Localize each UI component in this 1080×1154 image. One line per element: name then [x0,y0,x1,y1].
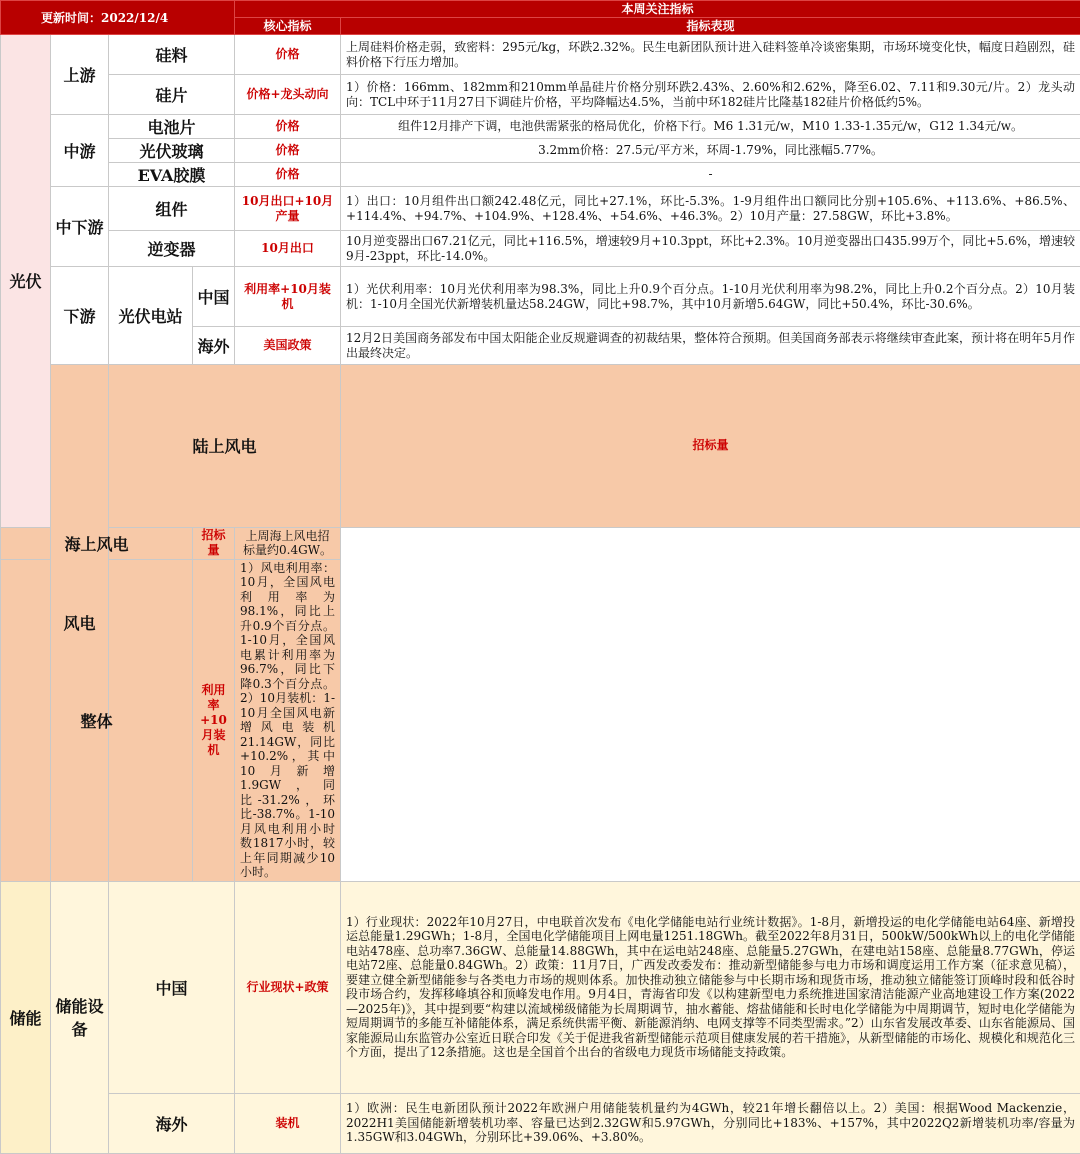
section-wind: 风电 [51,365,109,882]
indicator-module: 10月出口+10月产量 [235,187,341,231]
indicator-pv-china: 利用率+10月装机 [235,267,341,327]
weekly-title: 本周关注指标 [235,1,1080,18]
indicator-eva-film: 价格 [235,163,341,187]
indicator-wafer: 价格+龙头动向 [235,75,341,115]
indicator-offshore-wind: 招标量 [193,527,235,559]
indicator-pv-glass: 价格 [235,139,341,163]
section-pv: 光伏 [1,35,51,528]
col-header-performance: 指标表现 [341,18,1080,35]
section-storage: 储能 [1,881,51,1153]
indicator-storage-china: 行业现状+政策 [235,881,341,1093]
item-module: 组件 [109,187,235,231]
item-silicon-material: 硅料 [109,35,235,75]
desc-eva-film: - [341,163,1080,187]
item-pv-china: 中国 [193,267,235,327]
col-header-core: 核心指标 [235,18,341,35]
item-storage-overseas: 海外 [109,1093,235,1153]
indicator-cell: 价格 [235,115,341,139]
desc-pv-china: 1）光伏利用率：10月光伏利用率为98.3%，同比上升0.9个百分点。1-10月光伏利用率为98.2%，同比上升0.2个百分点。2）10月装机：1-10月全国光伏新增装机量达58.24GW，同比+98.7%，其中10月新增5.64GW，同比+50.4%，环比-30.6%。 [341,267,1080,327]
stage-storage-equipment: 储能设备 [51,881,109,1153]
indicator-storage-overseas: 装机 [235,1093,341,1153]
update-time: 更新时间：2022/12/4 [1,1,235,35]
desc-wind-overall: 1）风电利用率：10月，全国风电利用率为98.1%，同比上升0.9个百分点。1-10月，全国风电累计利用率为96.7%，同比下降0.3个百分点。2）10月装机：1-10月全国风电新增风电装机21.14GW，同比+10.2%，其中10月新增1.9GW，同比-31.2%，环比-38.7%。1-10月风电利用小时数1817小时，较上年同期减少10小时。 [235,559,341,881]
item-pv-overseas: 海外 [193,327,235,365]
desc-inverter: 10月逆变器出口67.21亿元，同比+116.5%，增速较9月+10.3ppt，环比+2.3%。10月逆变器出口435.99万个，同比+5.6%，增速较9月-23ppt，环比-14.0%。 [341,231,1080,267]
desc-cell: 组件12月排产下调，电池供需紧张的格局优化，价格下行。M6 1.31元/w，M10 1.33-1.35元/w，G12 1.34元/w。 [341,115,1080,139]
stage-upstream: 上游 [51,35,109,115]
stage-downstream: 下游 [51,267,109,365]
indicator-onshore-wind: 招标量 [341,365,1080,528]
item-inverter: 逆变器 [109,231,235,267]
desc-storage-overseas: 1）欧洲：民生电新团队预计2022年欧洲户用储能装机量约为4GWh，较21年增长翻倍以上。2）美国：根据Wood Mackenzie，2022H1美国储能新增装机功率、容量已达到2.32GW和5.97GWh，分别同比+183%、+157%，其中2022Q2新增装机功率/容量为1.35GW和3.04GWh，分别环比+39.06%、+3.80%。 [341,1093,1080,1153]
item-offshore-wind: 海上风电 [1,527,193,559]
desc-offshore-wind: 上周海上风电招标量约0.4GW。 [235,527,341,559]
item-onshore-wind: 陆上风电 [109,365,341,528]
desc-pv-glass: 3.2mm价格：27.5元/平方米，环周-1.79%，同比涨幅5.77%。 [341,139,1080,163]
item-storage-china: 中国 [109,881,235,1093]
desc-storage-china: 1）行业现状：2022年10月27日，中电联首次发布《电化学储能电站行业统计数据》。1-8月，新增投运的电化学储能电站64座、新增投运总能量1.29GWh；1-8月，全国电化学储能项目上网电量1251.18GWh。截至2022年8月31日，500kW/500kWh以上的电化学储能电站478座、总功率7.36GW、总能量14.88GWh，其中在运电站248座、总能量5.27GWh，在建电站158座、总能量8.77GWh，停运电站72座、总能量0.84GWh。2）政策：11月7日，广西发改委发布：推动新型储能参与电力市场和调度运用工作方案（征求意见稿），要建立健全新型储能参与各类电力市场的规则体系。加快推动独立储能参与中长期市场和现货市场，推动独立储能签订顶峰时段和低谷时段市场合约，发挥移峰填谷和顶峰发电作用。9月4日，青海省印发《以构建新型电力系统推进国家清洁能源产业高地建设工作方案(2022—2025年)》，其中提到要“构建以流域梯级储能为长周期调节，抽水蓄能、熔盐储能和长时电化学储能为中周期调节，短时电化学储能为短周期调节的多能互补储能体系，满足系统供需平衡、新能源消纳、电网支撑等不同类型需求。”2）山东省发展改革委、山东省能源局、国家能源局山东监管办公室近日联合印发《关于促进我省新型储能示范项目健康发展的若干措施》，从新型储能的市场化、规模化和规范化三个方面，提出了12条措施。这也是全国首个出台的省级电力现货市场储能支持政策。 [341,881,1080,1093]
indicator-pv-overseas: 美国政策 [235,327,341,365]
desc-pv-overseas: 12月2日美国商务部发布中国太阳能企业反规避调查的初裁结果，整体符合预期。但美国商务部表示将继续审查此案，预计将在明年5月作出最终决定。 [341,327,1080,365]
item-wind-overall: 整体 [1,559,193,881]
item-pv-glass: 光伏玻璃 [109,139,235,163]
indicator-wind-overall: 利用率+10月装机 [193,559,235,881]
indicator-inverter: 10月出口 [235,231,341,267]
item-wafer: 硅片 [109,75,235,115]
item-pv-station: 光伏电站 [109,267,193,365]
desc-wafer: 1）价格：166mm、182mm和210mm单晶硅片价格分别环跌2.43%、2.60%和2.62%，降至6.02、7.11和9.30元/片。2）龙头动向：TCL中环于11月27日下调硅片价格，平均降幅达4.5%，当前中环182硅片比隆基182硅片价格低约5%。 [341,75,1080,115]
item-cell: 电池片 [109,115,235,139]
desc-module: 1）出口：10月组件出口额242.48亿元，同比+27.1%，环比-5.3%。1-9月组件出口额同比分别+105.6%、+113.6%、+86.5%、+114.4%、+94.7%、+104.9%、+128.4%、+54.6%、+46.3%。2）10月产量：27.58GW，环比+3.8%。 [341,187,1080,231]
stage-midstream: 中游 [51,115,109,187]
desc-silicon-material: 上周硅料价格走弱，致密料：295元/kg，环跌2.32%。民生电新团队预计进入硅料签单冷谈密集期，市场环境变化快，幅度日趋剧烈，硅料价格下行压力增加。 [341,35,1080,75]
item-eva-film: EVA胶膜 [109,163,235,187]
indicator-silicon-material: 价格 [235,35,341,75]
stage-mid-downstream: 中下游 [51,187,109,267]
